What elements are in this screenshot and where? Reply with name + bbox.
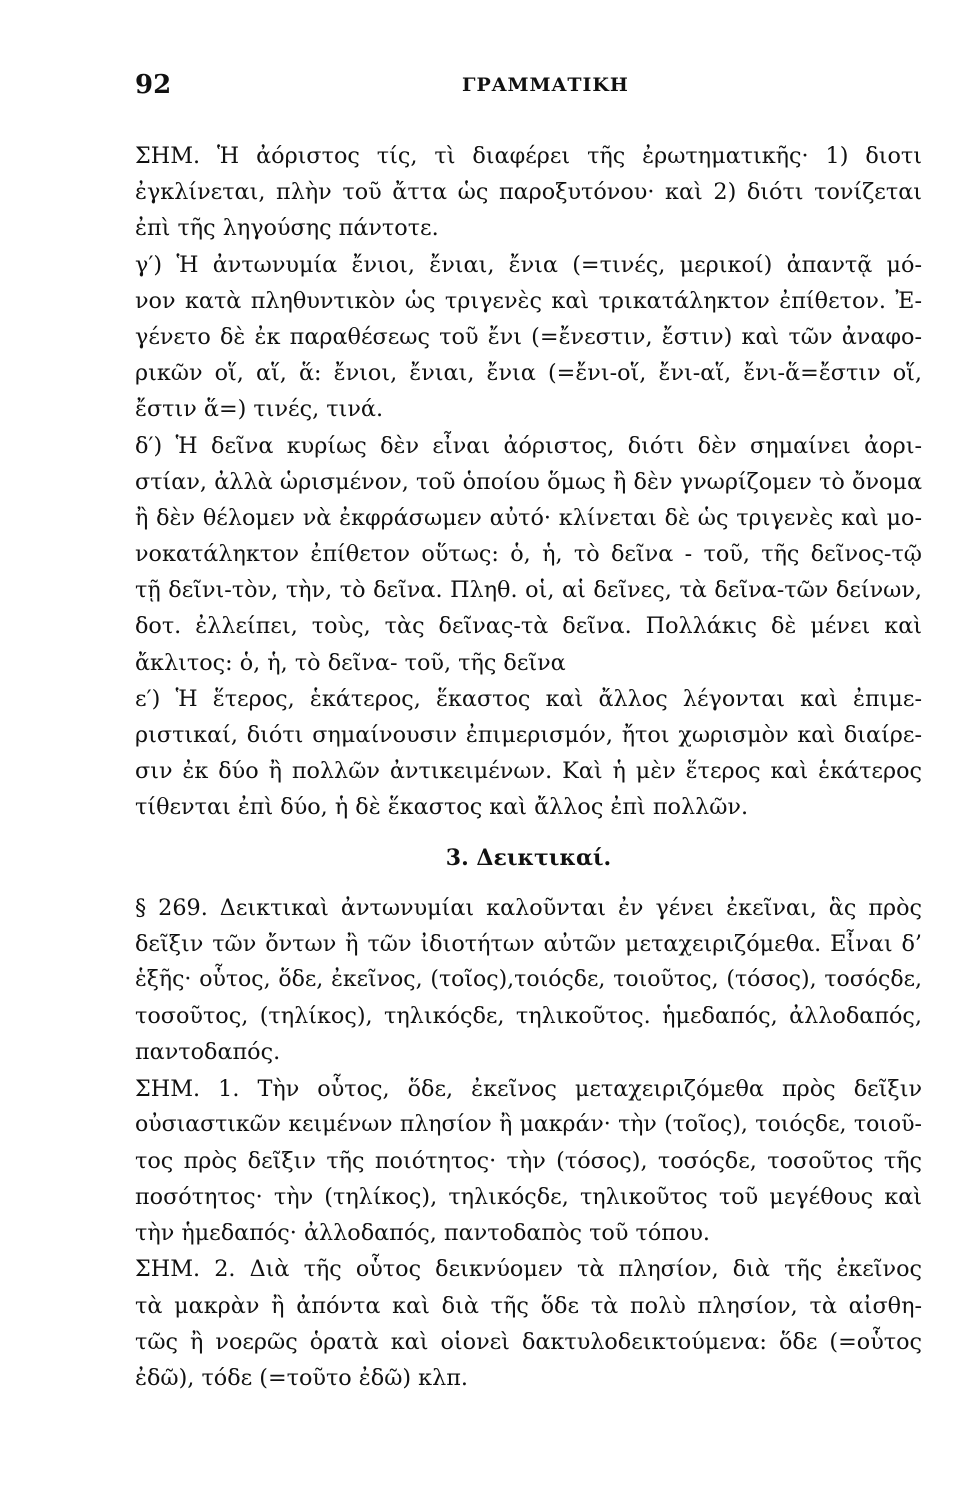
text-line: ἐγκλίνεται, πλὴν τοῦ ἄττα ὡς παροξυτόνου· καὶ 2) διότι τονίζεται <box>135 179 922 206</box>
text-line: τοσοῦτος, (τηλίκος), τηλικόςδε, τηλικοῦτος. ἡμεδαπός, ἀλλοδαπός, <box>135 1003 922 1030</box>
text-line: δοτ. ἐλλείπει, τοὺς, τὰς δεῖνας-τὰ δεῖνα. Πολλάκις δὲ μένει καὶ <box>135 613 922 640</box>
text-line: ποσότητος· τὴν (τηλίκος), τηλικόςδε, τηλικοῦτος τοῦ μεγέθους καὶ <box>135 1184 922 1211</box>
text-line: τὰ μακρὰν ἢ ἀπόντα καὶ διὰ τῆς ὅδε τὰ πολὺ πλησίον, τὰ αἰσθη- <box>135 1292 922 1319</box>
text-line: γ′) Ἡ ἀντωνυμία ἔνιοι, ἔνιαι, ἔνια (=τινές, μερικοί) ἀπαντᾷ μό- <box>135 251 922 278</box>
text-line: δεῖξιν τῶν ὄντων ἢ τῶν ἰδιοτήτων αὐτῶν μεταχειριζόμεθα. Εἶναι δ’ <box>135 930 922 957</box>
text-line: στίαν, ἀλλὰ ὡρισμένον, τοῦ ὁποίου ὅμως ἢ δὲν γνωρίζομεν τὸ ὄνομα <box>135 468 922 495</box>
text-line: ἔστιν ἅ=) τινές, τινά. <box>135 396 384 423</box>
page-number: 92 <box>135 70 172 100</box>
text-line: ΣΗΜ. 1. Τὴν οὗτος, ὅδε, ἐκεῖνος μεταχειριζόμεθα πρὸς δεῖξιν <box>135 1075 922 1102</box>
text-line: ἢ δὲν θέλομεν νὰ ἐκφράσωμεν αὐτό· κλίνεται δὲ ὡς τριγενὲς καὶ μο- <box>135 504 922 531</box>
text-line: οὐσιαστικῶν κειμένων πλησίον ἢ μακράν· τὴν (τοῖος), τοιόςδε, τοιοῦ- <box>135 1111 922 1137</box>
text-line: ἐδῶ), τόδε (=τοῦτο ἐδῶ) κλπ. <box>135 1365 468 1391</box>
text-line: τῇ δεῖνι-τὸν, τὴν, τὸ δεῖνα. Πληθ. οἱ, αἱ δεῖνες, τὰ δεῖνα-τῶν δείνων, <box>135 577 922 604</box>
text-line: νον κατὰ πληθυντικὸν ὡς τριγενὲς καὶ τρικατάληκτον ἐπίθετον. Ἐ- <box>135 287 922 314</box>
text-line: τίθενται ἐπὶ δύο, ἡ δὲ ἕκαστος καὶ ἄλλος ἐπὶ πολλῶν. <box>135 794 749 821</box>
text-line: ριστικαί, διότι σημαίνουσιν ἐπιμερισμόν, ἤτοι χωρισμὸν καὶ διαίρε- <box>135 722 922 748</box>
body-text <box>135 138 922 1396</box>
text-line: γένετο δὲ ἐκ παραθέσεως τοῦ ἔνι (=ἔνεστιν, ἔστιν) καὶ τῶν ἀναφο- <box>135 323 922 350</box>
text-line: § 269. Δεικτικαὶ ἀντωνυμίαι καλοῦνται ἐν γένει ἐκεῖναι, ἃς πρὸς <box>135 894 922 921</box>
page-header <box>135 70 922 110</box>
text-line: τος πρὸς δεῖξιν τῆς ποιότητος· τὴν (τόσος), τοσόςδε, τοσοῦτος τῆς <box>135 1147 922 1174</box>
text-line: τῶς ἢ νοερῶς ὁρατὰ καὶ οἱονεὶ δακτυλοδεικτούμενα: ὅδε (=οὗτος <box>135 1328 922 1355</box>
running-title: ΓΡΑΜΜΑΤΙΚΗ <box>462 74 629 96</box>
text-line: ε′) Ἡ ἕτερος, ἑκάτερος, ἕκαστος καὶ ἄλλος λέγονται καὶ ἐπιμε- <box>135 685 922 712</box>
text-block-2 <box>135 890 922 1397</box>
text-line: νοκατάληκτον ἐπίθετον οὕτως: ὁ, ἡ, τὸ δεῖνα - τοῦ, τῆς δεῖνος-τῷ <box>135 541 922 568</box>
text-line: ΣΗΜ. Ἡ ἀόριστος τίς, τὶ διαφέρει τῆς ἐρωτηματικῆς· 1) διοτι <box>135 143 922 169</box>
text-line: τὴν ἡμεδαπός· ἀλλοδαπός, παντοδαπὸς τοῦ τόπου. <box>135 1220 710 1247</box>
text-line: ἄκλιτος: ὁ, ἡ, τὸ δεῖνα- τοῦ, τῆς δεῖνα <box>135 649 566 676</box>
text-line: ΣΗΜ. 2. Διὰ τῆς οὗτος δεικνύομεν τὰ πλησίον, διὰ τῆς ἐκεῖνος <box>135 1256 922 1283</box>
text-line: σιν ἐκ δύο ἢ πολλῶν ἀντικειμένων. Καὶ ἡ μὲν ἕτερος καὶ ἑκάτερος <box>135 758 922 785</box>
section-heading: 3. Δεικτικαί. <box>445 844 612 871</box>
text-line: ἑξῆς· οὗτος, ὅδε, ἐκεῖνος, (τοῖος),τοιόςδε, τοιοῦτος, (τόσος), τοσόςδε, <box>135 966 922 992</box>
text-block-1 <box>135 138 922 826</box>
text-line: ἐπὶ τῆς ληγούσης πάντοτε. <box>135 215 439 242</box>
text-line: δ′) Ἡ δεῖνα κυρίως δὲν εἶναι ἀόριστος, διότι δὲν σημαίνει ἀορι- <box>135 432 922 459</box>
text-line: ρικῶν οἵ, αἵ, ἅ: ἔνιοι, ἔνιαι, ἔνια (=ἔνι-οἵ, ἔνι-αἵ, ἔνι-ἅ=ἔστιν οἵ, <box>135 360 922 387</box>
text-line: παντοδαπός. <box>135 1039 281 1066</box>
